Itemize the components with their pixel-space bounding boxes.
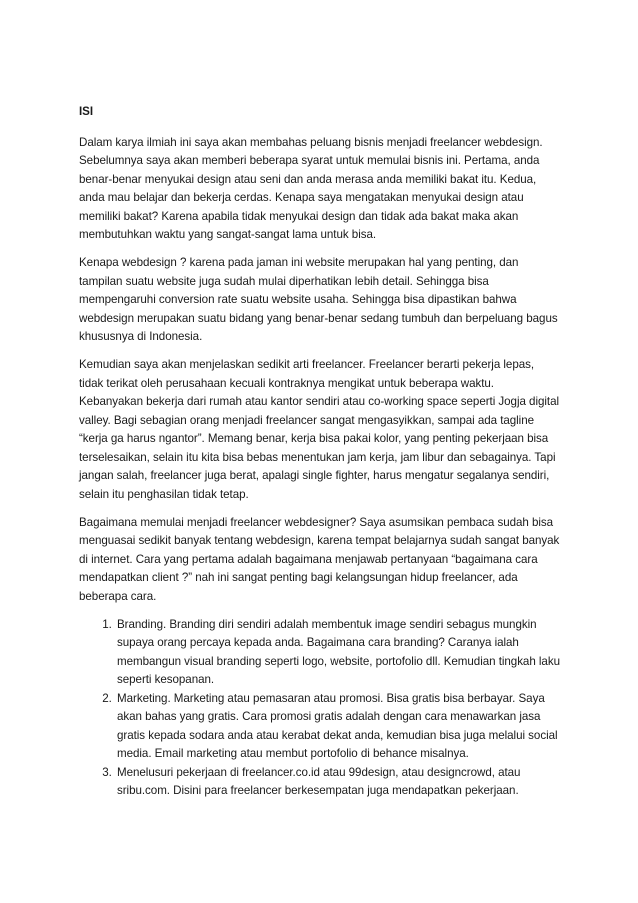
list-item: 3. Menelusuri pekerjaan di freelancer.co.id atau 99design, atau designcrowd, atau sribu.com. Disini para freelancer berkesempatan juga mendapatkan pekerjaan. [115, 764, 561, 801]
paragraph-freelancer-definition: Kemudian saya akan menjelaskan sedikit arti freelancer. Freelancer berarti pekerja lepas, tidak terikat oleh perusahaan kecuali kontraknya mengikat untuk beberapa waktu. Kebanyakan bekerja dari rumah atau kantor sendiri atau co-working space seperti Jogja digital valley. Bagi sebagian orang menjadi freelancer sangat mengasyikkan, sampai ada tagline “kerja ga harus ngantor”. Memang benar, kerja bisa pakai kolor, yang penting pekerjaan bisa terselesaikan, selain itu kita bisa bebas menentukan jam kerja, jam libur dan sebagainya. Tapi jangan salah, freelancer juga berat, apalagi single fighter, harus mengatur segalanya sendiri, selain itu penghasilan tidak tetap. [79, 358, 559, 501]
paragraph-getting-started: Bagaimana memulai menjadi freelancer webdesigner? Saya asumsikan pembaca sudah bisa menguasai sedikit banyak tentang webdesign, karena tempat belajarnya sudah sangat banyak di internet. Cara yang pertama adalah bagaimana menjawab pertanyaan “bagaimana cara mendapatkan client ?” nah ini sangat penting bagi kelangsungan hidup freelancer, ada beberapa cara. [79, 515, 560, 603]
client-methods-list [79, 616, 561, 801]
list-item: 1. Branding. Branding diri sendiri adalah membentuk image sendiri sebagus mungkin supaya orang percaya kepada anda. Bagaimana cara branding? Caranya ialah membangun visual branding seperti logo, website, portofolio dll. Kemudian tingkah laku seperti kesopanan. [115, 616, 561, 690]
paragraph-why-webdesign: Kenapa webdesign ? karena pada jaman ini website merupakan hal yang penting, dan tampilan suatu website juga sudah mulai diperhatikan lebih detail. Sehingga bisa mempengaruhi conversion rate suatu website usaha. Sehingga bisa dipastikan bahwa webdesign merupakan suatu bidang yang benar-benar sedang tumbuh dan berpeluang bagus khususnya di Indonesia. [79, 256, 558, 343]
paragraph-intro: Dalam karya ilmiah ini saya akan membahas peluang bisnis menjadi freelancer webdesign. Sebelumnya saya akan memberi beberapa syarat untuk memulai bisnis ini. Pertama, anda benar-benar menyukai design atau seni dan anda merasa anda memiliki bakat itu. Kedua, anda mau belajar dan bekerja cerdas. Kenapa saya mengatakan menyukai design atau memiliki bakat? Karena apabila tidak menyukai design dan tidak ada bakat maka akan membutuhkan waktu yang sangat-sangat lama untuk bisa. [79, 135, 543, 241]
list-item: 2. Marketing. Marketing atau pemasaran atau promosi. Bisa gratis bisa berbayar. Saya akan bahas yang gratis. Cara promosi gratis adalah dengan cara menawarkan jasa gratis kepada sodara anda atau kerabat dekat anda, kemudian bisa juga melalui social media. Email marketing atau membut portofolio di behance misalnya. [115, 690, 561, 764]
document-page [79, 103, 561, 801]
section-heading: ISI [79, 105, 94, 118]
